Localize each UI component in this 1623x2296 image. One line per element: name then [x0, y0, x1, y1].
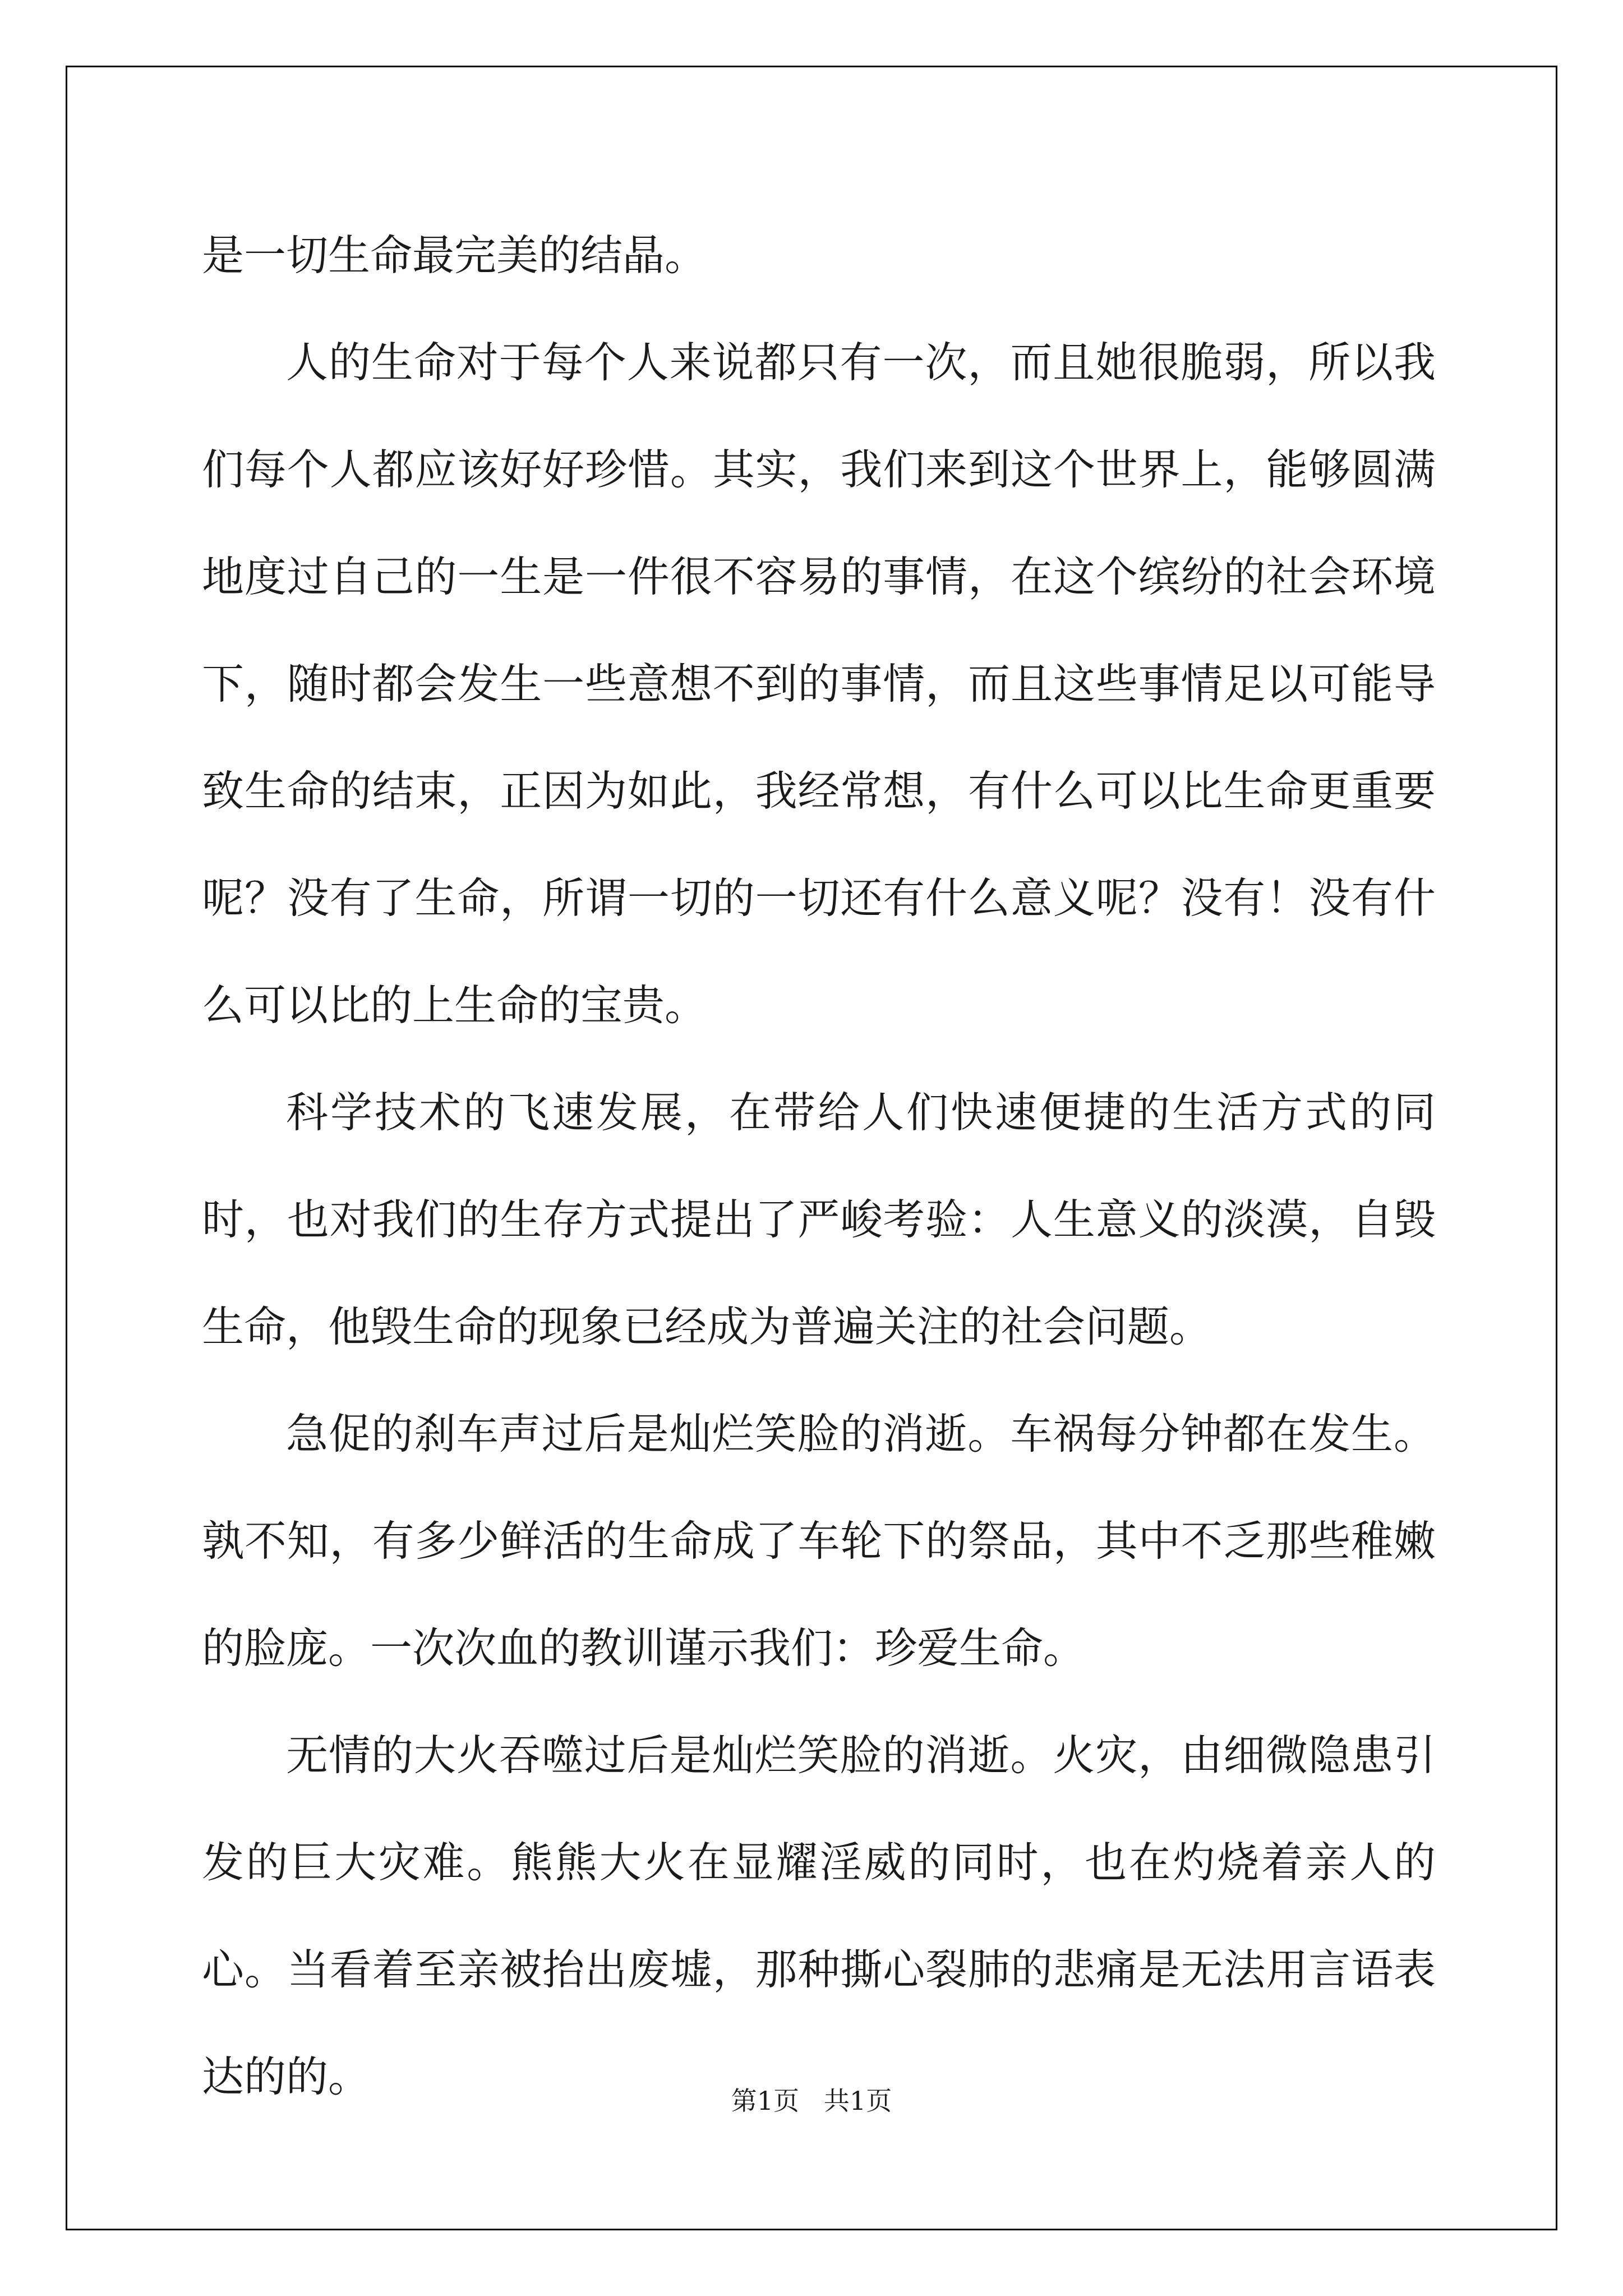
paragraph-1: 是一切生命最完美的结晶。 [202, 231, 707, 280]
paragraph-5: 无情的大火吞噬过后是灿烂笑脸的消逝。火灾，由细微隐患引发的巨大灾难。熊熊大火在显耀淫威的同时，也在灼烧着亲人的心。当看着至亲被抬出废墟，那种撕心裂肺的悲痛是无法用言语表达的的。 [202, 1731, 1436, 2101]
page-footer: 第1页 共1页 [731, 2086, 892, 2116]
paragraph-2: 人的生命对于每个人来说都只有一次，而且她很脆弱，所以我们每个人都应该好好珍惜。其实，我们来到这个世界上，能够圆满地度过自己的一生是一件很不容易的事情，在这个缤纷的社会环境下，随时都会发生一些意想不到的事情，而且这些事情足以可能导致生命的结束，正因为如此，我经常想，有什么可以比生命更重要呢？没有了生命，所谓一切的一切还有什么意义呢？没有！没有什么可以比的上生命的宝贵。 [202, 338, 1436, 1030]
paragraph-4: 急促的刹车声过后是灿烂笑脸的消逝。车祸每分钟都在发生。孰不知，有多少鲜活的生命成了车轮下的祭品，其中不乏那些稚嫩的脸庞。一次次血的教训谨示我们：珍爱生命。 [202, 1409, 1436, 1673]
document-body [202, 202, 1436, 2131]
paragraph-3: 科学技术的飞速发展，在带给人们快速便捷的生活方式的同时，也对我们的生存方式提出了严峻考验：人生意义的淡漠，自毁生命，他毁生命的现象已经成为普遍关注的社会问题。 [202, 1088, 1436, 1351]
